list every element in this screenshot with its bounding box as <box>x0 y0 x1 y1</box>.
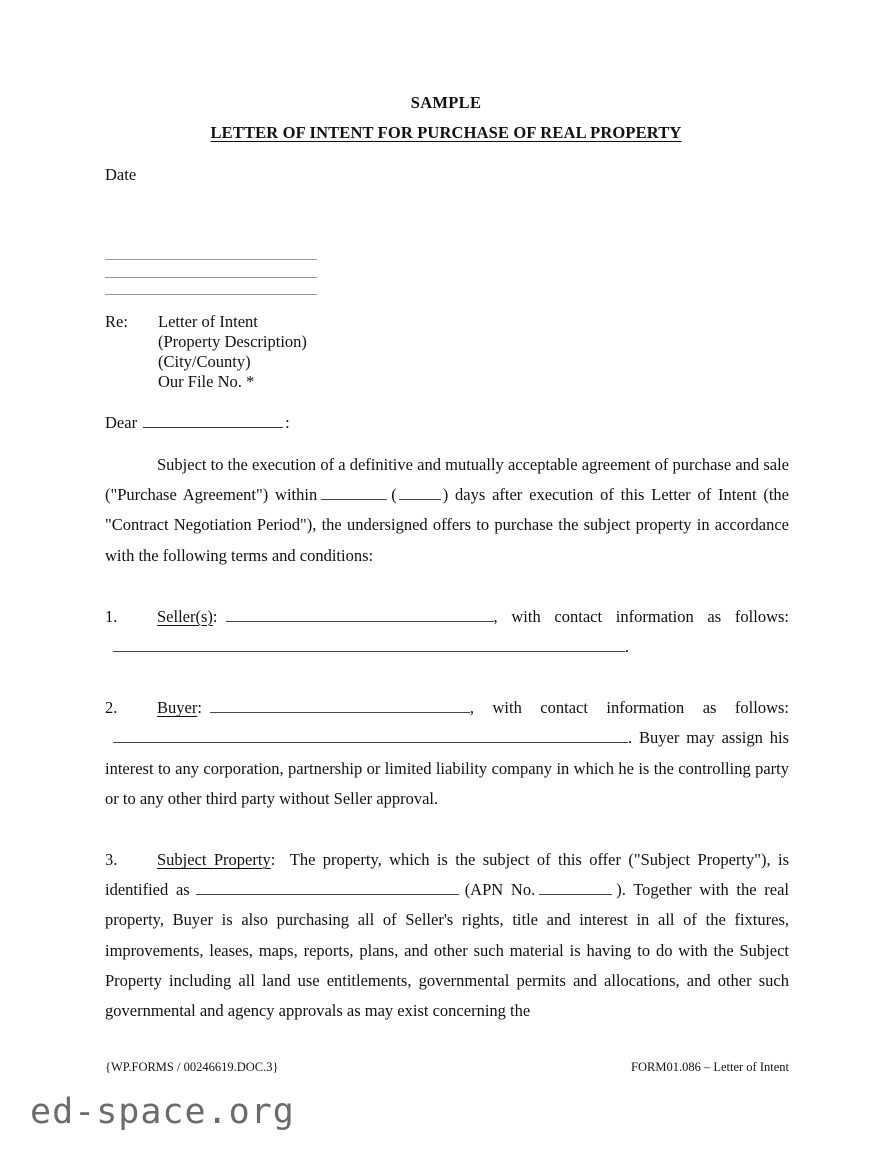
intro-paragraph <box>105 450 789 571</box>
re-row-4 <box>105 372 307 392</box>
re-row-2 <box>105 332 307 352</box>
intro-part-3: ) days after execution of this Letter of Intent (the "Contract Negotiation Period"), the undersigned offers to purchase the subject property in accordance with the following terms and conditions: <box>105 485 789 565</box>
re-line-3: (City/County) <box>158 352 251 371</box>
salutation-prefix: Dear <box>105 413 138 433</box>
intro-part-2: ( <box>391 485 397 505</box>
re-label: Re: <box>105 312 128 331</box>
footer-right-text: FORM01.086 – Letter of Intent <box>631 1060 789 1074</box>
contract-period-days-blank[interactable] <box>321 484 387 501</box>
apn-number-blank[interactable] <box>539 879 612 896</box>
salutation-blank-field[interactable] <box>143 412 283 428</box>
clause-2-number: 2. <box>105 698 118 718</box>
clause-3-number: 3. <box>105 850 118 870</box>
clause-2-buyer <box>105 693 789 814</box>
re-line-4: Our File No. * <box>158 372 255 391</box>
clause-3-text-after: Together with the real property, Buyer is also purchasing all of Seller's rights, title and interest in all of the fixtures, improvements, leases, maps, reports, plans, and other such material is having to do with the Subject Property including all land use entitlements, governmental permits and allocations, and other such governmental and agency approvals as may exist concerning the <box>105 880 790 1021</box>
clause-3-subject-property <box>105 845 789 1026</box>
re-row-1 <box>105 312 307 332</box>
clause-1-seller <box>105 602 789 662</box>
contract-period-numeral-blank[interactable] <box>399 484 441 501</box>
seller-name-blank[interactable] <box>226 605 494 622</box>
re-spacer-4 <box>105 372 158 392</box>
page-subtitle-text: LETTER OF INTENT FOR PURCHASE OF REAL PROPERTY <box>210 123 682 142</box>
re-row-3 <box>105 352 307 372</box>
apn-label: (APN No. <box>464 880 536 900</box>
buyer-contact-blank[interactable] <box>113 727 628 744</box>
intro-part-1: Subject to the execution of a definitive and mutually acceptable agreement of purchase and sale ("Purchase Agreement") within <box>105 455 789 505</box>
address-blank-line-2 <box>105 277 317 278</box>
footer-left-text: {WP.FORMS / 00246619.DOC.3} <box>105 1060 279 1074</box>
subject-property-identification-blank[interactable] <box>196 879 459 896</box>
clause-2-end: . <box>628 728 633 748</box>
clause-3-colon: : <box>270 850 276 870</box>
page-subtitle <box>0 123 892 143</box>
re-spacer-3 <box>105 352 158 372</box>
clause-2-continuation: Buyer may assign his interest to any corporation, partnership or limited liability company in which he is the controlling party or to any other third party without Seller approval. <box>105 728 789 808</box>
clause-1-heading: Seller(s) <box>157 606 213 626</box>
clause-3-text-before: The property, which is the subject of this offer ("Subject Property"), is identified as <box>105 850 790 900</box>
address-blank-line-3 <box>105 294 317 295</box>
re-line-2: (Property Description) <box>158 332 307 351</box>
address-blank-line-1 <box>105 259 317 260</box>
watermark: ed-space.org <box>30 1092 295 1132</box>
clause-2-heading: Buyer <box>157 698 198 718</box>
buyer-name-blank[interactable] <box>210 697 470 714</box>
salutation-line <box>105 412 290 433</box>
clause-2-colon: : <box>197 698 202 718</box>
clause-1-colon: : <box>212 606 218 626</box>
clause-2-text: , with contact information as follows: <box>469 698 789 718</box>
clause-1-number: 1. <box>105 606 118 626</box>
re-block <box>105 312 307 392</box>
page-footer <box>105 1060 789 1075</box>
seller-contact-blank[interactable] <box>113 635 625 652</box>
date-label: Date <box>105 165 137 184</box>
clause-1-text: , with contact information as follows: <box>493 606 789 626</box>
re-spacer-2 <box>105 332 158 352</box>
apn-close: ). <box>616 880 626 900</box>
re-line-1: Letter of Intent <box>158 312 258 331</box>
page-title: SAMPLE <box>410 93 482 112</box>
clause-3-heading: Subject Property <box>157 850 271 870</box>
document-body <box>105 450 789 1026</box>
clause-1-end: . <box>625 637 630 657</box>
salutation-suffix: : <box>285 413 290 433</box>
